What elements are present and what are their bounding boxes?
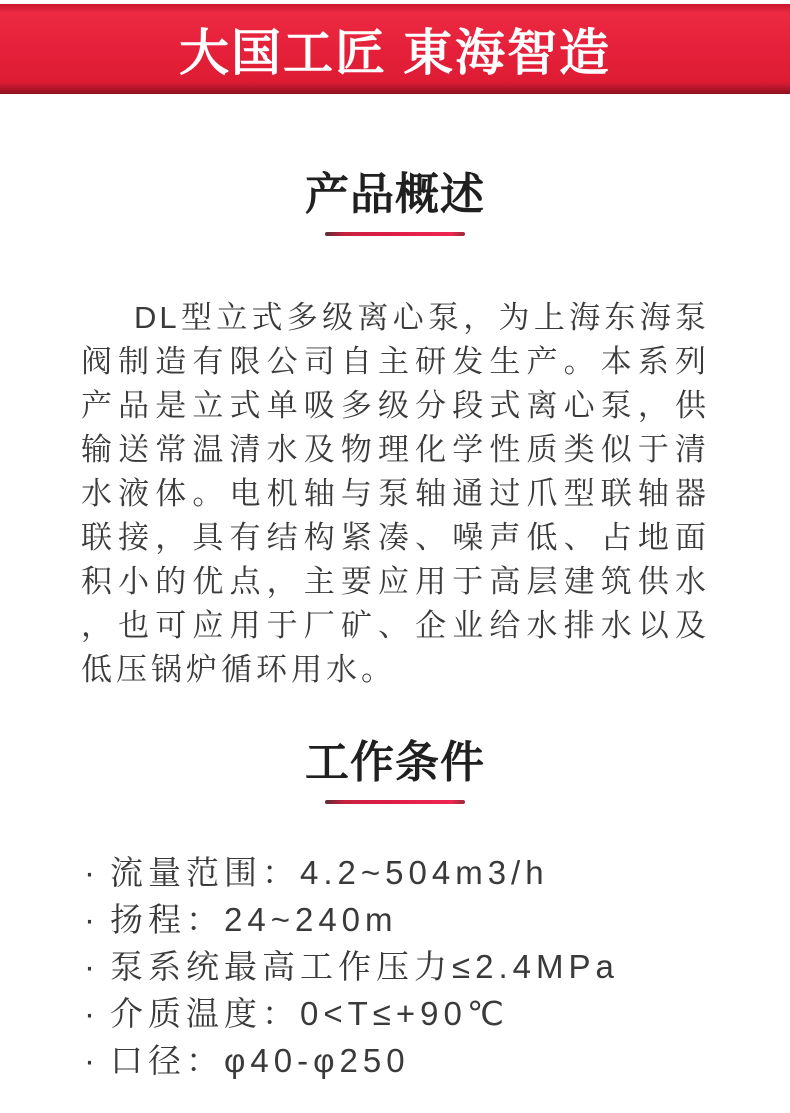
section-product-overview [0, 170, 790, 692]
paragraph-line: DL型立式多级离心泵，为上海东海泵 [134, 300, 709, 335]
paragraph-line: 积小的优点，主要应用于高层建筑供水 [81, 564, 709, 599]
paragraph-line: 低压锅炉循环用水。 [81, 652, 396, 687]
condition-text: 口径：φ40-φ250 [110, 1042, 410, 1079]
condition-item [84, 1037, 790, 1084]
paragraph-line: 阀制造有限公司自主研发生产。本系列 [81, 344, 709, 379]
paragraph-line: 产品是立式单吸多级分段式离心泵，供 [81, 388, 709, 423]
brand-banner [0, 4, 790, 94]
paragraph-line: ，也可应用于厂矿、企业给水排水以及 [81, 608, 709, 643]
overview-title-underline [325, 232, 465, 236]
bullet-dot: · [84, 995, 100, 1032]
paragraph-line: 水液体。电机轴与泵轴通过爪型联轴器 [81, 476, 709, 511]
banner-title: 大国工匠 東海智造 [179, 25, 611, 81]
condition-item [84, 990, 790, 1037]
condition-text: 流量范围：4.2~504m3/h [110, 854, 549, 891]
paragraph-line: 联接，具有结构紧凑、噪声低、占地面 [81, 520, 709, 555]
paragraph-line: 输送常温清水及物理化学性质类似于清 [81, 432, 709, 467]
conditions-list [84, 849, 790, 1084]
conditions-title: 工作条件 [305, 738, 485, 787]
condition-text: 泵系统最高工作压力≤2.4MPa [110, 948, 619, 985]
condition-text: 介质温度：0<T≤+90℃ [110, 995, 509, 1032]
bullet-dot: · [84, 948, 100, 985]
overview-paragraph [81, 296, 709, 692]
condition-item [84, 943, 790, 990]
condition-item [84, 896, 790, 943]
bullet-dot: · [84, 901, 100, 938]
condition-text: 扬程：24~240m [110, 901, 398, 938]
section-working-conditions [0, 738, 790, 1084]
condition-item [84, 849, 790, 896]
bullet-dot: · [84, 1042, 100, 1079]
conditions-title-underline [325, 800, 465, 804]
overview-title: 产品概述 [305, 170, 485, 219]
bullet-dot: · [84, 854, 100, 891]
